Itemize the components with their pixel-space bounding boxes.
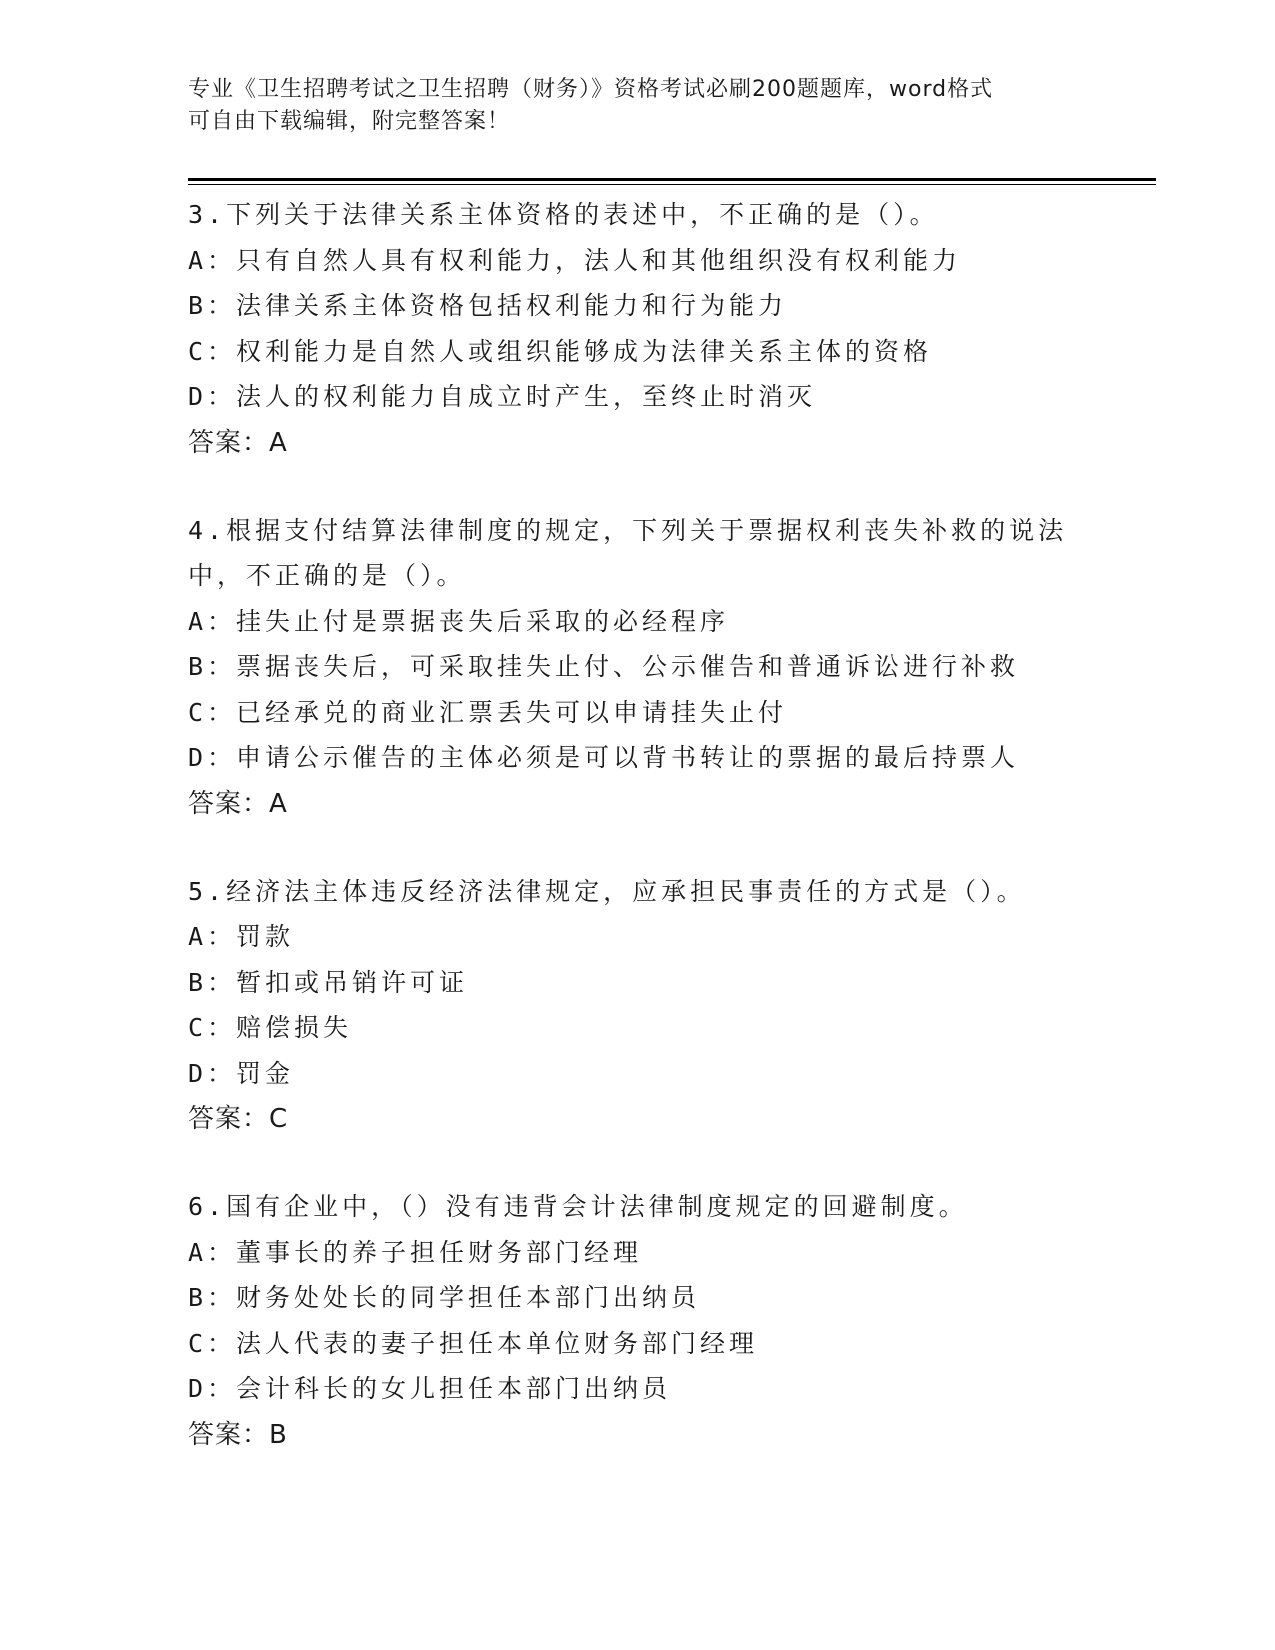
option-b: B：票据丧失后，可采取挂失止付、公示催告和普通诉讼进行补救 (188, 652, 1020, 681)
question-item (188, 192, 1088, 466)
option-a: A：董事长的养子担任财务部门经理 (188, 1237, 643, 1267)
question-stem: 3.下列关于法律关系主体资格的表述中，不正确的是（）。 (188, 200, 939, 229)
document-header (188, 74, 1088, 138)
header-divider-thin (188, 184, 1156, 185)
option-a: A：挂失止付是票据丧失后采取的必经程序 (188, 606, 730, 636)
option-b: B：财务处处长的同学担任本部门出纳员 (188, 1283, 701, 1312)
header-line-1: 专业《卫生招聘考试之卫生招聘（财务）》资格考试必刷200题题库，word格式 (188, 77, 994, 102)
answer-label: 答案：C (188, 1104, 289, 1134)
question-list (188, 192, 1088, 1500)
question-stem-continued: 中，不正确的是（）。 (188, 561, 466, 590)
question-item (188, 869, 1088, 1143)
option-d: D：法人的权利能力自成立时产生，至终止时消灭 (188, 382, 817, 411)
question-item (188, 508, 1088, 827)
option-a: A：只有自然人具有权利能力，法人和其他组织没有权利能力 (188, 245, 962, 275)
question-stem: 5.经济法主体违反经济法律规定，应承担民事责任的方式是（）。 (188, 876, 1026, 906)
question-item (188, 1184, 1088, 1458)
option-c: C：权利能力是自然人或组织能够成为法律关系主体的资格 (188, 336, 933, 366)
option-a: A：罚款 (188, 922, 295, 951)
header-divider-thick (188, 178, 1156, 181)
option-b: B：暂扣或吊销许可证 (188, 967, 469, 997)
answer-label: 答案：B (188, 1419, 288, 1450)
answer-label: 答案：A (188, 788, 288, 819)
option-d: D：申请公示催告的主体必须是可以背书转让的票据的最后持票人 (188, 743, 1020, 772)
option-d: D：会计科长的女儿担任本部门出纳员 (188, 1374, 672, 1403)
answer-label: 答案：A (188, 427, 288, 458)
question-stem: 6.国有企业中，（）没有违背会计法律制度规定的回避制度。 (188, 1192, 968, 1221)
question-stem: 4.根据支付结算法律制度的规定，下列关于票据权利丧失补救的说法 (188, 515, 1068, 545)
option-c: C：已经承兑的商业汇票丢失可以申请挂失止付 (188, 697, 788, 727)
option-c: C：赔偿损失 (188, 1013, 353, 1042)
option-d: D：罚金 (188, 1058, 295, 1088)
option-c: C：法人代表的妻子担任本单位财务部门经理 (188, 1328, 759, 1358)
header-line-2: 可自由下载编辑，附完整答案！ (188, 109, 511, 134)
option-b: B：法律关系主体资格包括权利能力和行为能力 (188, 291, 788, 320)
